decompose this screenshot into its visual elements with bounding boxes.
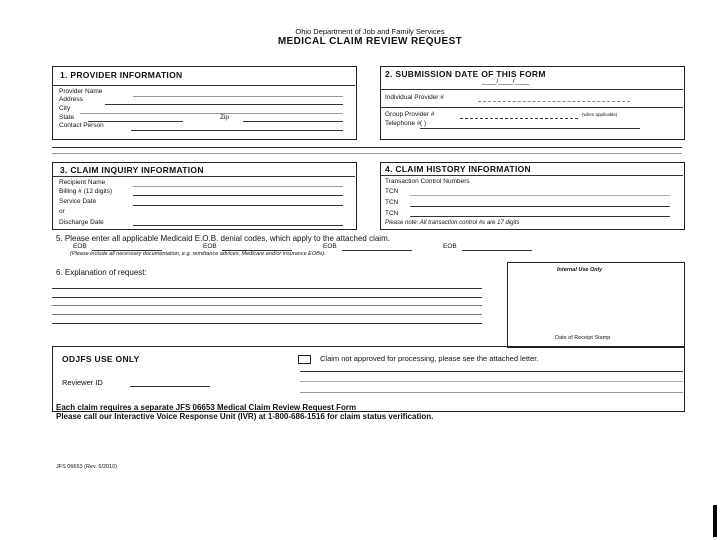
- tcn-label-1: TCN: [385, 188, 399, 195]
- form-id: JFS 06653 (Rev. 6/2010): [56, 464, 118, 470]
- eob-label-3: EOB: [323, 243, 337, 250]
- individual-provider-label: Individual Provider #: [385, 94, 444, 101]
- individual-provider-field[interactable]: [478, 101, 630, 102]
- city-field[interactable]: [80, 113, 343, 114]
- tcn-label-3: TCN: [385, 210, 399, 217]
- or-label: or: [59, 208, 65, 215]
- city-label: City: [59, 105, 71, 112]
- eob-field-4[interactable]: [462, 250, 532, 251]
- contact-person-field[interactable]: [131, 130, 343, 131]
- tcn-subtitle: Transaction Control Numbers: [385, 178, 470, 185]
- group-provider-label: Group Provider #: [385, 111, 435, 118]
- discharge-date-field[interactable]: [133, 225, 343, 226]
- submission-date-field[interactable]: ____/____/____: [482, 78, 529, 85]
- tcn-field-1[interactable]: [410, 195, 670, 196]
- s6-label: 6. Explanation of request:: [56, 268, 147, 277]
- recipient-name-label: Recipient Name: [59, 179, 106, 186]
- telephone-label: Telephone #: [385, 120, 421, 127]
- eob-note: (Please include all necessary documentation, e.g. remittance advices, Medicare and/or insurance EOBs).: [70, 251, 326, 257]
- billing-number-label: Billing # (12 digits): [59, 188, 113, 195]
- service-date-label: Service Date: [59, 198, 97, 205]
- footer-line-1: Each claim requires a separate JFS 06653 Medical Claim Review Request Form: [56, 403, 357, 412]
- eob-label-2: EOB: [203, 243, 217, 250]
- footer-line-2: Please call our Interactive Voice Response Unit (IVR) at 1-800-686-1516 for claim status verification.: [56, 412, 434, 421]
- agency-name: Ohio Department of Job and Family Services: [295, 27, 445, 36]
- billing-number-field[interactable]: [133, 195, 343, 196]
- eob-label-1: EOB: [73, 243, 87, 250]
- tcn-field-2[interactable]: [410, 206, 670, 207]
- tcn-note: Please note: All transaction control #s are 17 digits: [385, 220, 520, 226]
- s3-title: 3. CLAIM INQUIRY INFORMATION: [60, 165, 204, 175]
- receipt-stamp-label: Date of Receipt Stamp: [555, 335, 611, 341]
- zip-label: Zip: [220, 114, 230, 121]
- address-label: Address: [59, 96, 83, 103]
- reviewer-id-field[interactable]: [130, 386, 210, 387]
- s1-title: 1. PROVIDER INFORMATION: [60, 70, 183, 80]
- tcn-label-2: TCN: [385, 199, 399, 206]
- s4-title: 4. CLAIM HISTORY INFORMATION: [385, 164, 531, 174]
- recipient-name-field[interactable]: [133, 186, 343, 187]
- address-field[interactable]: [105, 104, 343, 105]
- provider-name-field[interactable]: [133, 96, 343, 97]
- not-approved-checkbox[interactable]: [298, 355, 311, 364]
- group-provider-note: (when applicable): [582, 112, 618, 117]
- form-title: MEDICAL CLAIM REVIEW REQUEST: [277, 36, 463, 47]
- scan-edge-mark: [713, 505, 717, 537]
- internal-use-title: Internal Use Only: [557, 267, 603, 273]
- s5-instructions: 5. Please enter all applicable Medicaid E.O.B. denial codes, which apply to the attached claim.: [56, 234, 390, 243]
- zip-field[interactable]: [243, 121, 343, 122]
- state-label: State: [59, 114, 75, 121]
- telephone-field[interactable]: ( ): [420, 120, 427, 127]
- odjfs-title: ODJFS USE ONLY: [62, 354, 140, 364]
- eob-field-3[interactable]: [342, 250, 412, 251]
- discharge-date-label: Discharge Date: [59, 219, 104, 226]
- tcn-field-3[interactable]: [410, 216, 670, 217]
- service-date-field[interactable]: [133, 205, 343, 206]
- provider-name-label: Provider Name: [59, 88, 103, 95]
- s2-title: 2. SUBMISSION DATE OF THIS FORM: [385, 69, 546, 79]
- not-approved-label: Claim not approved for processing, please see the attached letter.: [320, 354, 539, 363]
- contact-person-label: Contact Person: [59, 122, 104, 129]
- group-provider-field[interactable]: [460, 118, 578, 119]
- eob-label-4: EOB: [443, 243, 457, 250]
- reviewer-id-label: Reviewer ID: [62, 378, 103, 387]
